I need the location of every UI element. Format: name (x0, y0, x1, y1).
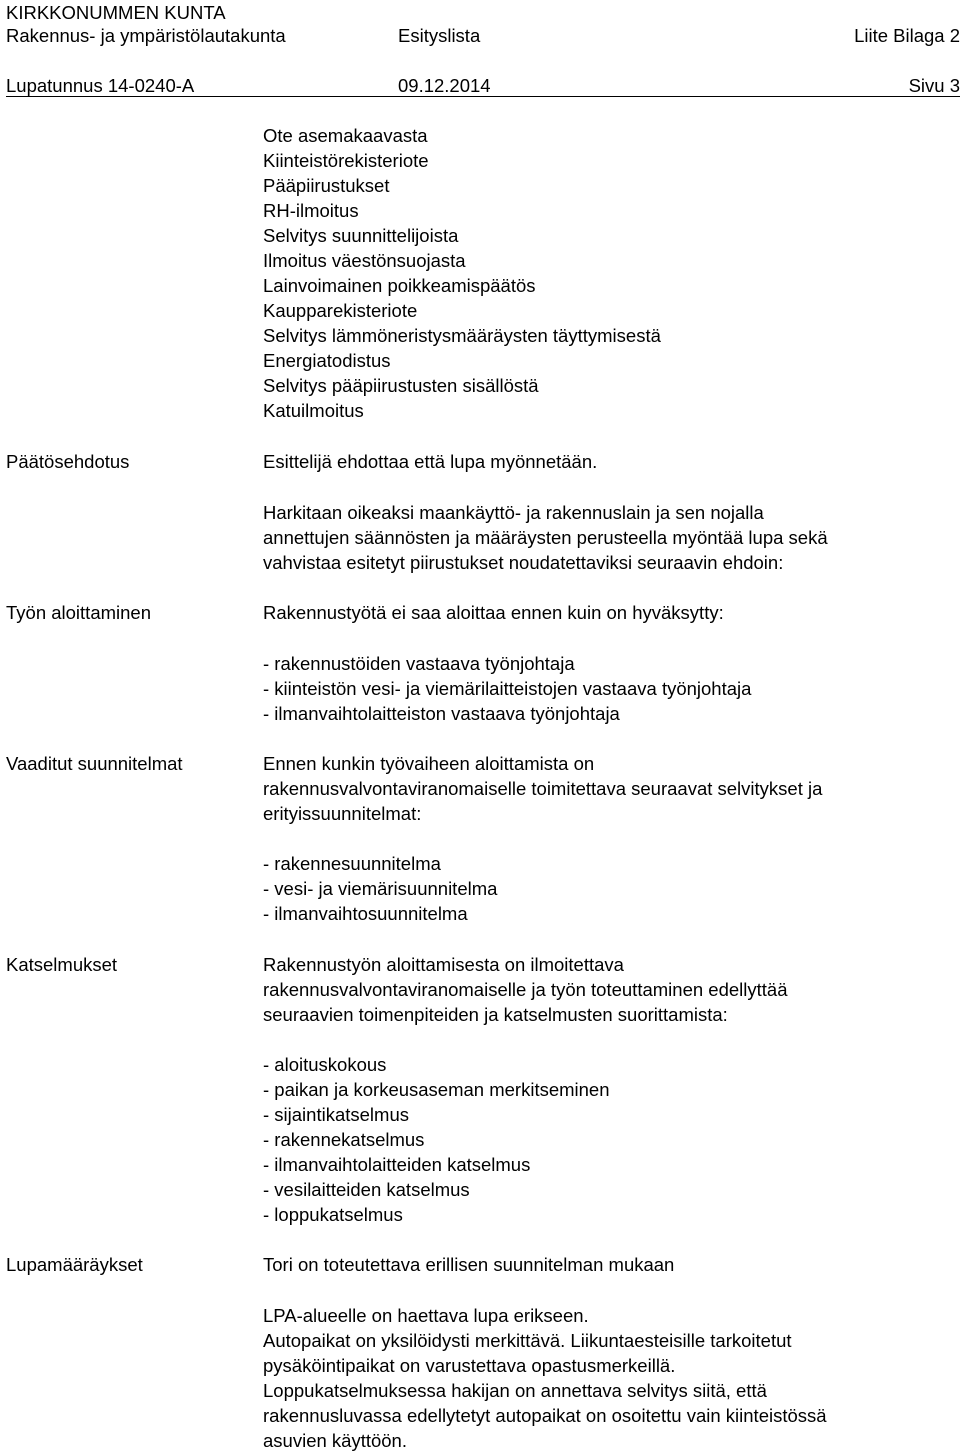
list-item: RH-ilmoitus (263, 200, 359, 221)
list-item: Selvitys pääpiirustusten sisällöstä (263, 375, 539, 396)
list-item: - rakennekatselmus (263, 1129, 425, 1150)
text-line: Loppukatselmuksessa hakijan on annettava selvitys siitä, että (263, 1380, 767, 1401)
list-item: - rakennesuunnitelma (263, 853, 441, 874)
section-label-start: Työn aloittaminen (6, 602, 152, 623)
text-line: Ennen kunkin työvaiheen aloittamista on (263, 753, 595, 774)
plans-items (263, 851, 953, 926)
list-item: - ilmanvaihtolaitteiston vastaava työnjohtaja (263, 703, 620, 724)
start-statement: Rakennustyötä ei saa aloittaa ennen kuin on hyväksytty: (263, 602, 724, 623)
list-item: - ilmanvaihtolaitteiden katselmus (263, 1154, 531, 1175)
text-line: rakennusluvassa edellytetyt autopaikat on osoitettu vain kiinteistössä (263, 1405, 827, 1426)
list-item: - ilmanvaihtosuunnitelma (263, 903, 468, 924)
municipality-name: KIRKKONUMMEN KUNTA (6, 2, 226, 23)
list-item: Kiinteistörekisteriote (263, 150, 429, 171)
text-line: annettujen säännösten ja määräysten perusteella myöntää lupa sekä (263, 527, 828, 548)
text-line: rakennusvalvontaviranomaiselle toimitettava seuraavat selvitykset ja (263, 778, 823, 799)
page-number: Sivu 3 (908, 75, 960, 96)
list-item: Selvitys lämmöneristysmääräysten täyttymisestä (263, 325, 661, 346)
list-item: Kaupparekisteriote (263, 300, 418, 321)
text-line: Rakennustyön aloittamisesta on ilmoitettava (263, 954, 624, 975)
plans-text (263, 751, 953, 826)
attachment-label: Liite Bilaga 2 (854, 25, 960, 46)
header-rule (6, 96, 960, 97)
text-line: LPA-alueelle on haettava lupa erikseen. (263, 1305, 589, 1326)
list-item: Katuilmoitus (263, 400, 364, 421)
list-item: Pääpiirustukset (263, 175, 390, 196)
text-line: Autopaikat on yksilöidysti merkittävä. Liikuntaesteisille tarkoitetut (263, 1330, 792, 1351)
list-item: Energiatodistus (263, 350, 391, 371)
list-item: Ilmoitus väestönsuojasta (263, 250, 466, 271)
inspections-items (263, 1052, 953, 1227)
start-text (263, 600, 953, 625)
text-line: erityissuunnitelmat: (263, 803, 422, 824)
list-item: - vesi- ja viemärisuunnitelma (263, 878, 498, 899)
decision-statement: Esittelijä ehdottaa että lupa myönnetään. (263, 451, 598, 472)
permit-id: Lupatunnus 14-0240-A (6, 75, 195, 96)
document-type: Esityslista (398, 25, 481, 46)
list-item: - paikan ja korkeusaseman merkitseminen (263, 1079, 610, 1100)
text-line: asuvien käyttöön. (263, 1430, 407, 1451)
conditions-statement: Tori on toteutettava erillisen suunnitelman mukaan (263, 1254, 675, 1275)
section-label-conditions: Lupamääräykset (6, 1254, 143, 1275)
inspections-text (263, 952, 953, 1027)
list-item: - loppukatselmus (263, 1204, 403, 1225)
list-item: - rakennustöiden vastaava työnjohtaja (263, 653, 575, 674)
text-line: vahvistaa esitetyt piirustukset noudatettaviksi seuraavin ehdoin: (263, 552, 784, 573)
section-label-decision: Päätösehdotus (6, 451, 130, 472)
conditions-text (263, 1252, 953, 1277)
meeting-date: 09.12.2014 (398, 75, 491, 96)
list-item: - sijaintikatselmus (263, 1104, 409, 1125)
section-label-inspections: Katselmukset (6, 954, 118, 975)
text-line: seuraavien toimenpiteiden ja katselmusten suorittamista: (263, 1004, 728, 1025)
list-item: - aloituskokous (263, 1054, 387, 1075)
board-name: Rakennus- ja ympäristölautakunta (6, 25, 286, 46)
conditions-details (263, 1303, 953, 1453)
page-header (6, 0, 960, 96)
text-line: rakennusvalvontaviranomaiselle ja työn toteuttaminen edellyttää (263, 979, 788, 1000)
start-items (263, 651, 953, 726)
list-item: Selvitys suunnittelijoista (263, 225, 459, 246)
decision-conditions-text (263, 500, 953, 575)
text-line: Harkitaan oikeaksi maankäyttö- ja rakennuslain ja sen nojalla (263, 502, 764, 523)
attachments-list (263, 123, 953, 423)
list-item: - kiinteistön vesi- ja viemärilaitteistojen vastaava työnjohtaja (263, 678, 752, 699)
list-item: Lainvoimainen poikkeamispäätös (263, 275, 536, 296)
decision-text (263, 449, 953, 474)
list-item: Ote asemakaavasta (263, 125, 428, 146)
list-item: - vesilaitteiden katselmus (263, 1179, 470, 1200)
text-line: pysäköintipaikat on varustettava opastusmerkeillä. (263, 1355, 676, 1376)
section-label-plans: Vaaditut suunnitelmat (6, 753, 183, 774)
